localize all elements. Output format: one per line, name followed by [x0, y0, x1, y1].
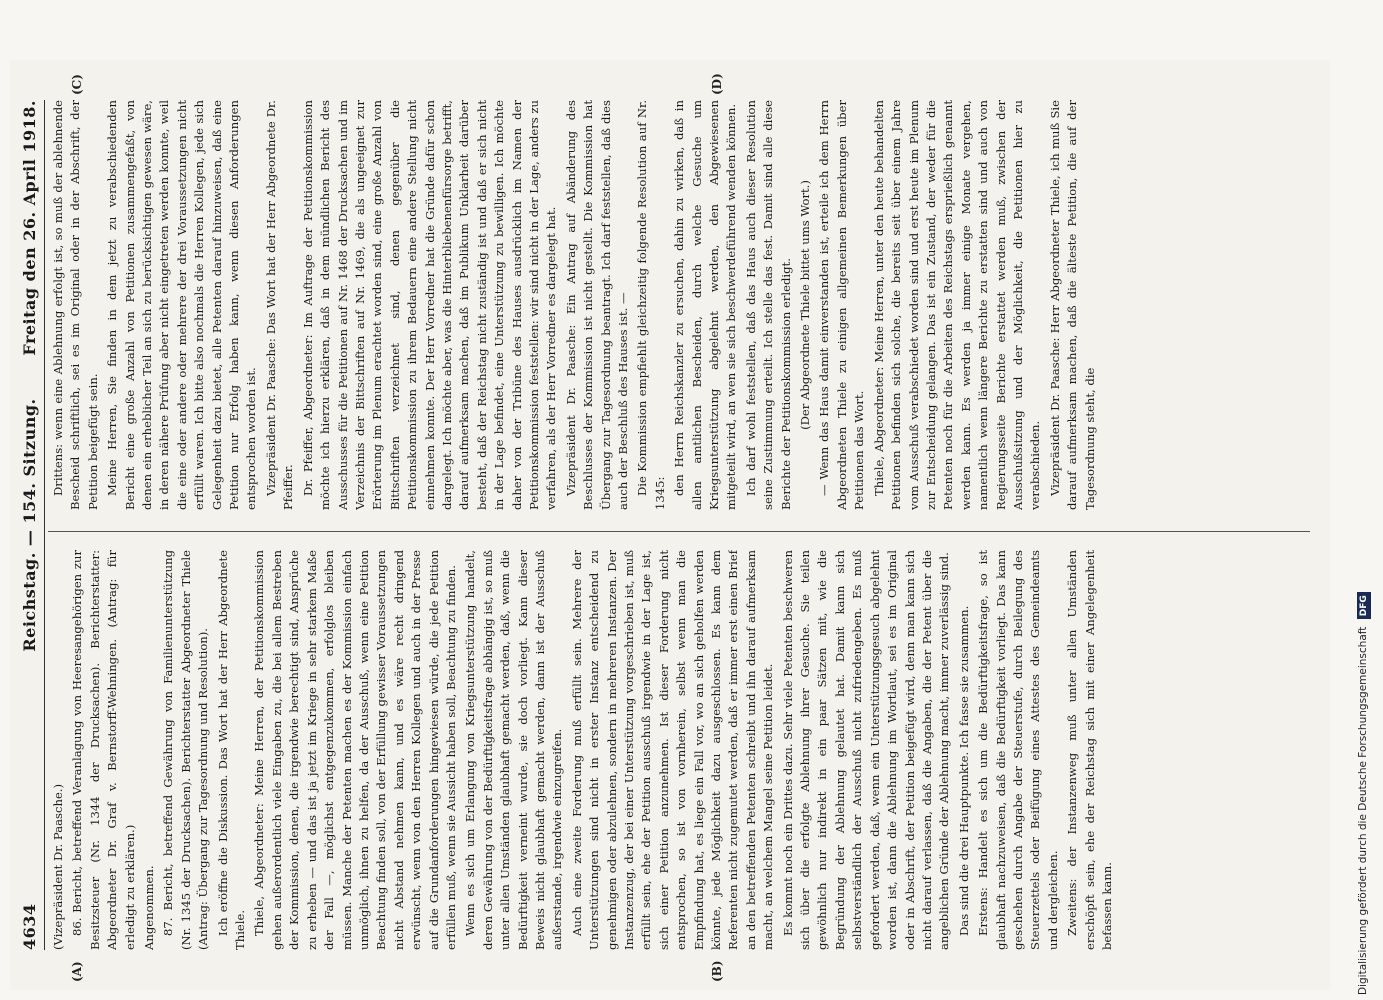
paragraph: Dr. Pfeiffer, Abgeordneter: Im Auftrage der Petitionskommission möchte ich hierzu erklären, daß in dem mündlichen Bericht des Ausschusses für die Petitionen auf Nr. 1468 der Drucksachen und im Verzeichnis der Bittschriften auf Nr. 1469, die als ungeeignet zur Erörterung im Plenum erachtet worden sind, eine große Anzahl von Bittschriften verzeichnet sind, denen gegenüber die Petitionskommission zu ihrem Bedauern eine andere Stellung nicht einnehmen konnte. Der Herr Vorredner hat die Gründe dafür schon dargelegt. Ich möchte aber, was die Hinterbliebenenfürsorge betrifft, darauf aufmerksam machen, daß im Publikum Unklarheit darüber besteht, daß der Reichstag nicht zuständig ist und daß er sich nicht in der Lage befindet, eine Unterstützung zu bewilligen. Ich möchte daher von der Tribüne des Hauses ausdrücklich im Namen der Petitionskommission feststellen: wir sind nicht in der Lage, anders zu verfahren, als der Herr Vorredner es dargelegt hat. — [300, 100, 559, 510]
column-divider — [48, 531, 1310, 532]
paragraph: Ich darf wohl feststellen, daß das Haus auch dieser Resolution seine Zustimmung erteilt. Ich stelle das fest. Damit sind alle diese Berichte der Petitionskommission erledigt. — [743, 100, 793, 510]
digitization-credit — [1352, 5, 1374, 995]
paragraph: Zweitens: der Instanzenweg muß unter allen Umständen erschöpft sein, ehe der Reichstag sich mit einer Angelegenheit befassen kann. — [1065, 550, 1114, 950]
paragraph: Die Kommission empfiehlt gleichzeitig folgende Resolution auf Nr. 1345: — [635, 100, 667, 510]
paragraph: (Der Abgeordnete Thiele bittet ums Wort.) — [798, 180, 813, 430]
page-number: 4634 — [20, 903, 39, 950]
credit-text: Digitalisierung gefördert durch die Deutsche Forschungsgemeinschaft — [1357, 626, 1369, 995]
paragraph: Vizepräsident Dr. Paasche: Herr Abgeordneter Thiele, ich muß Sie darauf aufmerksam machen, daß die älteste Petition, die auf der Tagesordnung steht, die — [1047, 100, 1097, 510]
dfg-logo: DFG — [1357, 592, 1371, 619]
paragraph: Vizepräsident Dr. Paasche: Das Wort hat der Herr Abgeordnete Dr. Pfeiffer. — [263, 100, 296, 510]
printed-page — [10, 60, 1330, 990]
paragraph: 86. Bericht, betreffend Veranlagung von Heeresangehörigen zur Besitzsteuer (Nr. 1344 der Drucksachen). Berichterstatter: Abgeordneter Dr. Graf v. Bernstorff-Wehningen. (Antrag: für erledigt zu erklären.) — [70, 550, 137, 950]
running-header — [16, 100, 45, 950]
paragraph: Erstens: Handelt es sich um die Bedürftigkeitsfrage, so ist glaubhaft nachzuweisen, daß die Bedürftigkeit vorliegt. Das kann geschehen durch Angabe der Steuerstufe, durch Beilegung des Steuerzettels oder Beifügung eines Attestes des Gemeindeamts und dergleichen. — [976, 550, 1060, 950]
paragraph: — Wenn das Haus damit einverstanden ist, erteile ich dem Herrn Abgeordneten Thiele zu einigen allgemeinen Bemerkungen über Petitionen das Wort. — [817, 100, 867, 510]
paragraph: den Herrn Reichskanzler zu ersuchen, dahin zu wirken, daß in allen amtlichen Bescheiden, durch welche Gesuche um Kriegsunterstützung abgelehnt werden, den Abgewiesenen mitgeteilt wird, an wen sie sich beschwerdeführend wenden können. — [672, 100, 739, 510]
paragraph: Thiele, Abgeordneter: Meine Herren, der Petitionskommission gehen außerordentlich viele Eingaben zu, die bei allem Bestreben der Kommission, denen, die irgendwie berechtigt sind, Ansprüche zu erheben — und das ist ja jetzt im Kriege in sehr starkem Maße der Fall —, möglichst entgegenzukommen, erfolglos bleiben müssen. Manche der Petenten machen es der Kommission einfach unmöglich, ihnen zu helfen, da der Ausschuß, wenn eine Petition Beachtung finden soll, von der Erfüllung gewisser Voraussetzungen nicht Abstand nehmen kann, und es wäre recht dringend erwünscht, wenn von den Herren Kollegen und auch in der Presse auf die Grundanforderungen hingewiesen würde, die jede Petition erfüllen muß, wenn sie Aussicht haben soll, Beachtung zu finden. — [252, 550, 458, 950]
paragraph: Thiele, Abgeordneter: Meine Herren, unter den heute behandelten Petitionen befinden sich solche, die bereits seit über einem Jahre vom Ausschuß verabschiedet worden sind und erst heute im Plenum zur Entscheidung gelangen. Das ist ein Zustand, der weder für die Petenten noch für die Arbeiten des Reichstags ersprießlich genannt werden kann. Es werden ja immer einige Monate vergehen, namentlich wenn längere Berichte zu erstatten sind und auch von Regierungsseite Berichte erstattet werden muß, zwischen der Ausschußsitzung und der Möglichkeit, die Petitionen hier zu verabschieden. — [871, 100, 1043, 510]
paragraph: Es kommt noch ein Drittes dazu. Sehr viele Petenten beschweren sich über die erfolgte Ablehnung ihrer Gesuche. Sie teilen gewöhnlich nur indirekt in ein paar Sätzen mit, wie die Begründung der Ablehnung gelautet hat. Damit kann sich selbstverständlich der Ausschuß nicht zufriedengeben. Es muß gefordert werden, daß, wenn ein Unterstützungsgesuch abgelehnt worden ist, dann die Ablehnung im Wortlaut, sei es im Original oder in Abschrift, der Petition beigefügt wird, denn man kann sich nicht darauf verlassen, daß die Angaben, die der Petent über die angeblichen Gründe der Ablehnung macht, immer zuverlässig sind. — [780, 550, 952, 950]
margin-marker-c: (C) — [70, 74, 84, 95]
paragraph: Wenn es sich um Erlangung von Kriegsunterstützung handelt, deren Gewährung von der Bedürftigkeitsfrage abhängig ist, so muß unter allen Umständen glaubhaft gemacht werden, daß, wenn die Bedürftigkeit verneint wurde, sie doch vorliegt. Kann dieser Beweis nicht glaubhaft gemacht werden, dann ist der Ausschuß außerstande, irgendwie einzugreifen. — [463, 550, 565, 950]
session-title: Reichstag. — 154. Sitzung. — [20, 398, 39, 652]
right-text-column — [50, 100, 1310, 510]
paragraph: (Vizepräsident Dr. Paasche.) — [51, 783, 65, 950]
paragraph: Drittens: wenn eine Ablehnung erfolgt ist, so muß der ablehnende Bescheid schriftlich, sei es im Original oder in der Abschrift, der Petition beigefügt sein. — [51, 100, 100, 510]
paragraph: Angenommen. — [142, 865, 157, 950]
paragraph: Meine Herren, Sie finden in dem jetzt zu verabschiedenden Bericht eine große Anzahl von Petitionen zusammengefaßt, von denen ein erheblicher Teil an sich zu berücksichtigen gewesen wäre, in deren nähere Prüfung aber nicht eingetreten werden konnte, weil die eine oder andere oder mehrere der drei Voraussetzungen nicht erfüllt waren. Ich bitte also nochmals die Herren Kollegen, jede sich Gelegenheit dazu bietet, alle Petenten darauf hinzuweisen, daß eine Petition nur Erfolg haben kann, wenn diesen Anforderungen entsprochen worden ist. — [105, 100, 259, 510]
paragraph: Das sind die drei Hauptpunkte. Ich fasse sie zusammen. — [956, 605, 971, 936]
paragraph: 87. Bericht, betreffend Gewährung von Familienunterstützung (Nr. 1345 der Drucksachen). Berichterstatter Abgeordneter Thiele (Antrag: Übergang zur Tagesordnung und Resolution). — [161, 550, 211, 950]
margin-marker-d: (D) — [710, 73, 724, 95]
paragraph: Vizepräsident Dr. Paasche: Ein Antrag auf Abänderung des Beschlusses der Kommission ist nicht gestellt. Die Kommission hat Übergang zur Tagesordnung beantragt. Ich darf feststellen, daß dies auch der Beschluß des Hauses ist. — — [563, 100, 630, 510]
session-date: Freitag den 26. April 1918. — [20, 100, 39, 356]
margin-marker-a: (A) — [70, 961, 84, 982]
paragraph: Auch eine zweite Forderung muß erfüllt sein. Mehrere der Unterstützungen sind nicht in erster Instanz entscheidend zu genehmigen oder abzulehnen, sondern in mehreren Instanzen. Der Instanzenzug, der bei einer Unterstützung vorgeschrieben ist, muß erfüllt sein, ehe der Petition ausschuß irgendwie in der Lage ist, sich einer Petition anzunehmen. Ist dieser Forderung nicht entsprochen, so ist von vornherein, selbst wenn man die Empfindung hat, es liege ein Fall vor, wo an sich geholfen werden könnte, jede Möglichkeit dazu ausgeschlossen. Es kann dem Referenten nicht zugemutet werden, daß er immer erst einen Brief an den betreffenden Petenten schreibt und ihn darauf aufmerksam macht, an welchem Mangel seine Petition leidet. — [569, 550, 776, 950]
margin-marker-b: (B) — [710, 960, 724, 982]
paragraph: Ich eröffne die Diskussion. Das Wort hat der Herr Abgeordnete Thiele. — [215, 550, 248, 950]
left-text-column — [50, 550, 1310, 950]
